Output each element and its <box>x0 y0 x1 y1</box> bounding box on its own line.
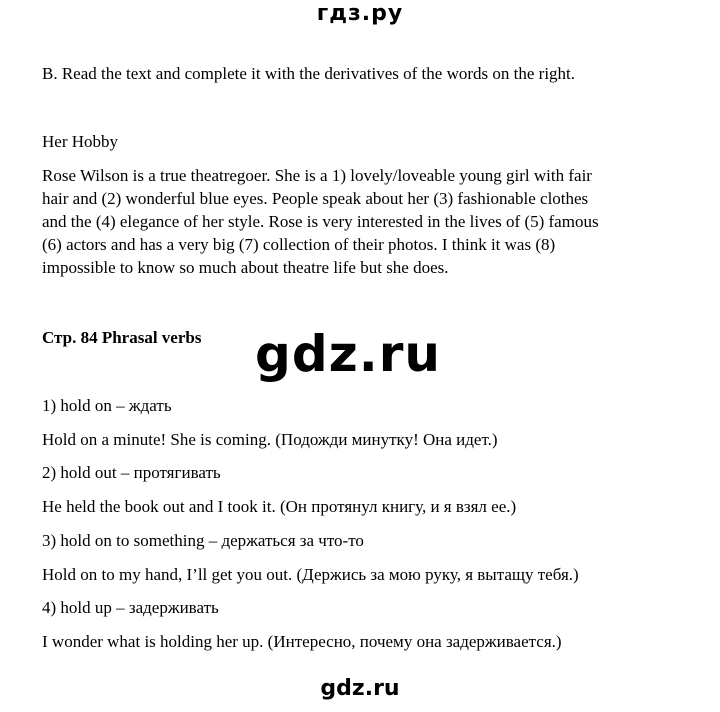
text-title: Her Hobby <box>42 132 119 151</box>
phrasal-verb-example: Hold on to my hand, I’ll get you out. (Держись за мою руку, я вытащу тебя.) <box>42 565 579 584</box>
phrasal-verb-term: 4) hold up – задерживать <box>42 598 219 617</box>
text-line: (6) actors and has a very big (7) collection of their photos. I think it was (8) <box>42 235 556 254</box>
exercise-instruction: B. Read the text and complete it with the derivatives of the words on the right. <box>42 64 576 83</box>
phrasal-verb-example: He held the book out and I took it. (Он протянул книгу, и я взял ее.) <box>42 497 517 516</box>
text-line: and the (4) elegance of her style. Rose is very interested in the lives of (5) famous <box>42 212 599 231</box>
watermark-middle: gdz.ru <box>255 325 441 383</box>
text-line: hair and (2) wonderful blue eyes. People speak about her (3) fashionable clothes <box>42 189 589 208</box>
watermark-top: гдз.ру <box>316 1 404 26</box>
phrasal-verb-term: 2) hold out – протягивать <box>42 463 221 482</box>
phrasal-verb-term: 3) hold on to something – держаться за что-то <box>42 531 364 550</box>
phrasal-verb-example: I wonder what is holding her up. (Интересно, почему она задерживается.) <box>42 632 562 651</box>
text-line: Rose Wilson is a true theatregoer. She is a 1) lovely/loveable young girl with fair <box>42 166 592 185</box>
phrasal-verb-example: Hold on a minute! She is coming. (Подожди минутку! Она идет.) <box>42 430 498 449</box>
section-heading: Стр. 84 Phrasal verbs <box>42 328 202 347</box>
watermark-bottom: gdz.ru <box>320 676 400 701</box>
phrasal-verb-term: 1) hold on – ждать <box>42 396 172 415</box>
text-line: impossible to know so much about theatre life but she does. <box>42 258 449 277</box>
